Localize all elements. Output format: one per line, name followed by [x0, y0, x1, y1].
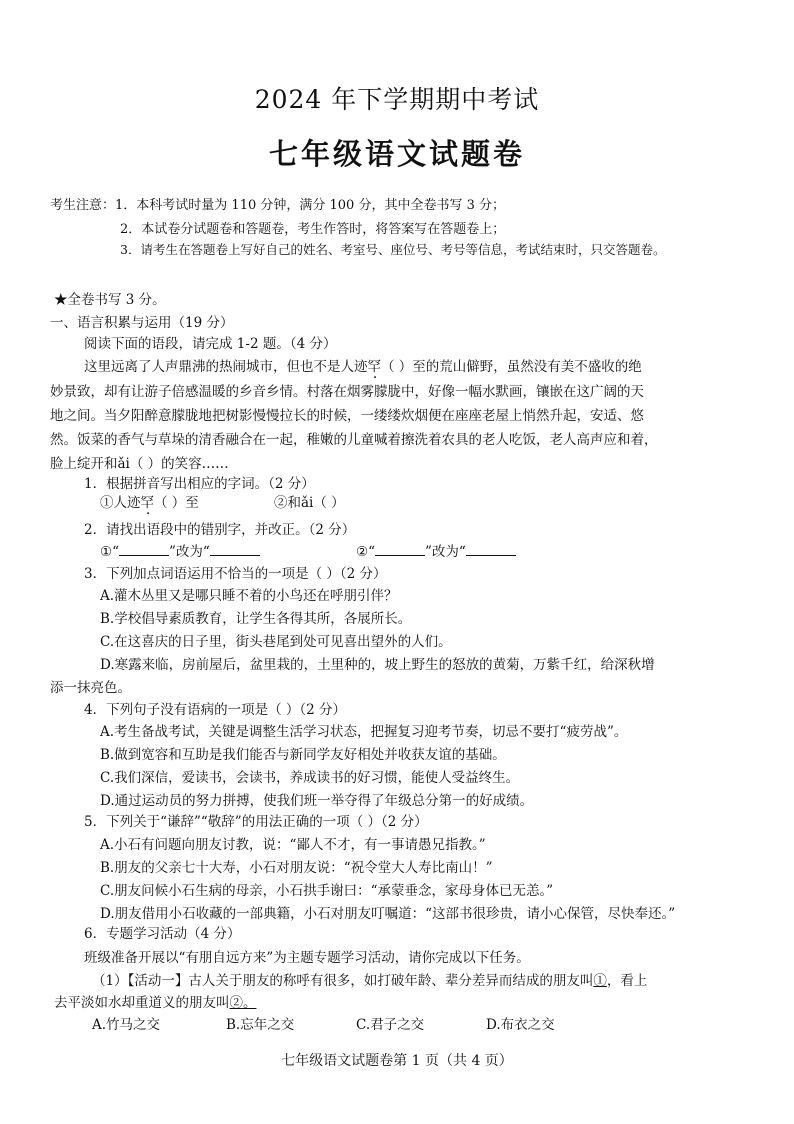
- section-heading: 一、语言积累与运用（19 分）: [50, 315, 234, 331]
- notice-label: 考生注意：: [50, 198, 116, 213]
- question-3-option-a: A.灌木丛里又是哪只睡不着的小鸟还在呼朋引伴？: [100, 588, 398, 604]
- passage-text: （ ）至的荒山僻野，虽然没有美不盛收的绝: [381, 359, 642, 375]
- question-6-task-1: [92, 969, 647, 989]
- passage-line-1: [84, 355, 642, 375]
- emphasized-char: 罕: [367, 359, 381, 375]
- task-text: 去平淡如水却重道义的朋友叫: [54, 995, 230, 1011]
- change-to-text: ”改为“: [169, 544, 210, 560]
- emphasized-char: 罕: [140, 495, 154, 511]
- question-6-option-d: D.布衣之交: [486, 1017, 555, 1033]
- question-6-option-a: A.竹马之交: [92, 1017, 161, 1033]
- question-3-option-d: D.寒露来临，房前屋后，盆里栽的，土里种的，坡上野生的怒放的黄菊，万紫千红，给深秋增: [100, 657, 655, 673]
- passage-line-2: 妙景致，却有让游子倍感温暖的乡音乡情。村落在烟雾朦胧中，好像一幅水默画，镶嵌在这广阔的天: [50, 384, 644, 400]
- notice-item-2: 2．本试卷分试题卷和答题卷，考生作答时，将答案写在答题卷上；: [120, 222, 506, 237]
- answer-marker-1: ①: [593, 973, 607, 989]
- question-2-blanks-2: [356, 540, 516, 560]
- answer-marker-2: ②。: [229, 995, 257, 1011]
- question-6-option-b: B.忘年之交: [226, 1017, 295, 1033]
- page-footer: 七年级语文试题卷第 1 页（共 4 页）: [281, 1053, 513, 1069]
- question-5-option-a: A.小石有问题向朋友讨教，说：“鄙人不才，有一事请愚兄指教。”: [100, 837, 486, 853]
- writing-note: ★全卷书写 3 分。: [54, 292, 166, 308]
- question-4-option-b: B.做到宽容和互助是我们能否与新同学友好相处并收获友谊的基础。: [100, 747, 506, 763]
- passage-text: 这里远离了人声鼎沸的热闹城市，但也不是人迹: [84, 359, 368, 375]
- exam-subtitle: 七年级语文试题卷: [268, 137, 525, 171]
- question-3-option-d-cont: 添一抹亮色。: [50, 680, 131, 696]
- question-4-stem: 4．下列句子没有语病的一项是（ ）（2 分）: [84, 702, 347, 718]
- change-to-text: ”改为“: [425, 544, 466, 560]
- notice-item-3: 3．请考生在答题卷上写好自己的姓名、考室号、座位号、考号等信息，考试结束时，只交答题卷。: [120, 242, 666, 257]
- question-6-option-c: C.君子之交: [356, 1017, 425, 1033]
- answer-blank[interactable]: [466, 541, 516, 556]
- question-6-task-1-cont: [54, 991, 257, 1011]
- question-5-stem: 5．下列关于“谦辞”“敬辞”的用法正确的一项（ ）（2 分）: [84, 814, 428, 830]
- quote-open: ②“: [356, 544, 376, 560]
- answer-text: ①人迹: [100, 495, 141, 511]
- exam-title: 2024 年下学期期中考试: [254, 85, 540, 114]
- question-3-stem: 3．下列加点词语运用不恰当的一项是（ ）（2 分）: [84, 566, 387, 582]
- passage-line-4: 然。饭菜的香气与草垛的清香融合在一起，稚嫩的儿童喊着擦洗着农具的老人吃饭，老人高声应和着，: [50, 432, 658, 448]
- task-text: ，看上: [606, 973, 648, 989]
- question-2-blanks-1: [100, 540, 260, 560]
- question-6-intro: 班级准备开展以“有朋自远方来”为主题专题学习活动，请你完成以下任务。: [84, 950, 530, 966]
- question-3-option-b: B.学校倡导素质教育，让学生各得其所，各展所长。: [100, 611, 412, 627]
- question-6-stem: 6．专题学习活动（4 分）: [84, 926, 241, 942]
- quote-open: ①“: [100, 544, 120, 560]
- question-4-option-c: C.我们深信，爱读书，会读书，养成读书的好习惯，能使人受益终生。: [100, 770, 520, 786]
- question-3-option-c: C.在这喜庆的日子里，街头巷尾到处可见喜出望外的人们。: [100, 634, 452, 650]
- notice-item-1: 1．本科考试时量为 110 分钟，满分 100 分，其中全卷书写 3 分；: [115, 198, 505, 213]
- question-5-option-d: D.朋友借用小石收藏的一部典籍，小石对朋友叮嘱道：“这部书很珍贵，请小心保管，尽快奉还。”: [100, 906, 676, 922]
- answer-blank[interactable]: [375, 541, 425, 556]
- question-5-option-c: C.朋友问候小石生病的母亲，小石拱手谢曰：“承蒙垂念，家母身体已无恙。”: [100, 883, 554, 899]
- question-1-stem: 1．根据拼音写出相应的字词。（2 分）: [84, 476, 315, 492]
- answer-text: （ ）至: [154, 495, 199, 511]
- question-5-option-b: B.朋友的父亲七十大寿，小石对朋友说：“祝令堂大人寿比南山！”: [100, 860, 493, 876]
- answer-blank[interactable]: [119, 541, 169, 556]
- answer-blank[interactable]: [210, 541, 260, 556]
- question-4-option-d: D.通过运动员的努力拼搏，使我们班一举夺得了年级总分第一的好成绩。: [100, 793, 534, 809]
- passage-line-3: 地之间。当夕阳醉意朦胧地把树影慢慢拉长的时候，一缕缕炊烟便在座座老屋上悄然升起，安适、悠: [50, 408, 644, 424]
- question-4-option-a: A.考生备战考试，关键是调整生活学习状态，把握复习迎考节奏，切忌不要打“疲劳战”。: [100, 724, 628, 740]
- question-1-answer-2: ②和ǎi（ ）: [274, 495, 345, 511]
- task-text: （1）【活动一】古人关于朋友的称呼有很多，如打破年龄、辈分差异而结成的朋友叫: [92, 973, 594, 989]
- passage-line-5: 脸上绽开和ǎi（ ）的笑容……: [50, 456, 229, 472]
- question-1-answer-1: [100, 491, 199, 511]
- question-2-stem: 2．请找出语段中的错别字，并改正。（2 分）: [84, 522, 356, 538]
- section-intro: 阅读下面的语段，请完成 1-2 题。（4 分）: [84, 336, 337, 352]
- notice-line-1: [50, 194, 505, 213]
